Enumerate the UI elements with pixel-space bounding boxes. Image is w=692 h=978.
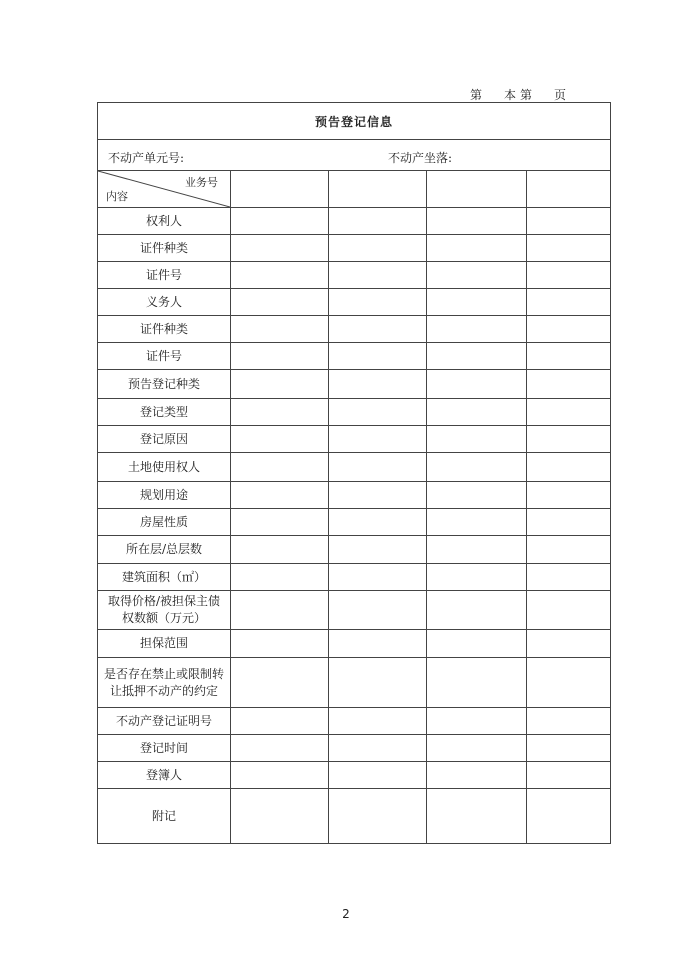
value-cell[interactable]	[427, 630, 527, 658]
value-cell[interactable]	[231, 399, 329, 426]
value-cell[interactable]	[527, 564, 611, 591]
value-cell[interactable]	[231, 289, 329, 316]
value-cell[interactable]	[427, 235, 527, 262]
row-label: 担保范围	[98, 630, 231, 658]
table-row	[98, 262, 611, 289]
row-label: 登簿人	[98, 762, 231, 789]
table-row	[98, 591, 611, 630]
value-cell[interactable]	[527, 708, 611, 735]
value-cell[interactable]	[427, 658, 527, 708]
value-cell[interactable]	[231, 453, 329, 482]
row-label: 登记时间	[98, 735, 231, 762]
value-cell[interactable]	[231, 208, 329, 235]
value-cell[interactable]	[231, 762, 329, 789]
value-cell[interactable]	[527, 735, 611, 762]
value-cell[interactable]	[527, 262, 611, 289]
value-cell[interactable]	[427, 208, 527, 235]
value-cell[interactable]	[427, 509, 527, 536]
value-cell[interactable]	[427, 591, 527, 630]
table-row	[98, 235, 611, 262]
value-cell[interactable]	[527, 426, 611, 453]
table-row	[98, 343, 611, 370]
value-cell[interactable]	[427, 316, 527, 343]
value-cell[interactable]	[527, 509, 611, 536]
table-row	[98, 208, 611, 235]
value-cell[interactable]	[527, 235, 611, 262]
value-cell[interactable]	[427, 399, 527, 426]
row-label: 不动产登记证明号	[98, 708, 231, 735]
value-cell[interactable]	[231, 591, 329, 630]
value-cell[interactable]	[231, 343, 329, 370]
table-row	[98, 426, 611, 453]
value-cell[interactable]	[329, 289, 427, 316]
table-row	[98, 630, 611, 658]
row-label: 证件号	[98, 343, 231, 370]
row-label: 附记	[98, 789, 231, 844]
value-cell[interactable]	[427, 536, 527, 564]
value-cell[interactable]	[527, 343, 611, 370]
value-cell[interactable]	[527, 370, 611, 399]
value-cell[interactable]	[231, 482, 329, 509]
value-cell[interactable]	[527, 316, 611, 343]
row-label: 房屋性质	[98, 509, 231, 536]
value-cell[interactable]	[231, 630, 329, 658]
value-cell[interactable]	[427, 262, 527, 289]
header-ye: 页	[554, 88, 567, 102]
value-cell[interactable]	[329, 316, 427, 343]
table-row	[98, 762, 611, 789]
value-cell[interactable]	[329, 591, 427, 630]
row-label: 登记原因	[98, 426, 231, 453]
value-cell[interactable]	[329, 343, 427, 370]
value-cell[interactable]	[329, 426, 427, 453]
value-cell[interactable]	[527, 453, 611, 482]
value-cell[interactable]	[329, 658, 427, 708]
value-cell[interactable]	[231, 262, 329, 289]
value-cell[interactable]	[427, 564, 527, 591]
table-row	[98, 289, 611, 316]
table-row	[98, 658, 611, 708]
value-cell[interactable]	[231, 426, 329, 453]
value-cell[interactable]	[427, 762, 527, 789]
row-label: 所在层/总层数	[98, 536, 231, 564]
value-cell[interactable]	[329, 453, 427, 482]
value-cell[interactable]	[427, 708, 527, 735]
value-cell[interactable]	[231, 708, 329, 735]
value-cell[interactable]	[231, 316, 329, 343]
value-cell[interactable]	[329, 262, 427, 289]
value-cell[interactable]	[231, 735, 329, 762]
unit-info-row	[98, 140, 611, 171]
value-cell[interactable]	[231, 789, 329, 844]
value-cell[interactable]	[527, 399, 611, 426]
value-cell[interactable]	[527, 762, 611, 789]
diagonal-header-cell	[98, 171, 231, 208]
value-cell[interactable]	[329, 735, 427, 762]
value-cell[interactable]	[527, 658, 611, 708]
header-di2: 第	[520, 88, 533, 102]
row-label: 取得价格/被担保主债权数额（万元）	[98, 591, 231, 630]
value-cell[interactable]	[527, 591, 611, 630]
value-cell[interactable]	[427, 289, 527, 316]
content-label: 内容	[106, 190, 128, 203]
value-cell[interactable]	[527, 289, 611, 316]
business-col-2[interactable]	[329, 171, 427, 208]
value-cell[interactable]	[329, 564, 427, 591]
row-label: 登记类型	[98, 399, 231, 426]
registration-form-table	[97, 102, 611, 844]
value-cell[interactable]	[329, 370, 427, 399]
table-row	[98, 708, 611, 735]
value-cell[interactable]	[329, 708, 427, 735]
table-row	[98, 735, 611, 762]
row-label: 土地使用权人	[98, 453, 231, 482]
value-cell[interactable]	[231, 509, 329, 536]
value-cell[interactable]	[427, 370, 527, 399]
table-row	[98, 482, 611, 509]
value-cell[interactable]	[329, 762, 427, 789]
value-cell[interactable]	[231, 370, 329, 399]
value-cell[interactable]	[527, 482, 611, 509]
table-row	[98, 370, 611, 399]
row-label: 证件种类	[98, 235, 231, 262]
table-row	[98, 564, 611, 591]
value-cell[interactable]	[329, 789, 427, 844]
business-col-3[interactable]	[427, 171, 527, 208]
row-label: 证件号	[98, 262, 231, 289]
value-cell[interactable]	[527, 630, 611, 658]
table-row	[98, 536, 611, 564]
value-cell[interactable]	[427, 735, 527, 762]
unit-number-label: 不动产单元号:	[108, 151, 185, 165]
row-label: 证件种类	[98, 316, 231, 343]
page-number: 2	[342, 907, 350, 921]
business-col-1[interactable]	[231, 171, 329, 208]
header-ben: 本	[504, 88, 517, 102]
value-cell[interactable]	[427, 453, 527, 482]
row-label: 义务人	[98, 289, 231, 316]
value-cell[interactable]	[329, 536, 427, 564]
value-cell[interactable]	[329, 482, 427, 509]
value-cell[interactable]	[427, 343, 527, 370]
row-label: 是否存在禁止或限制转让抵押不动产的约定	[98, 658, 231, 708]
value-cell[interactable]	[427, 482, 527, 509]
value-cell[interactable]	[231, 564, 329, 591]
value-cell[interactable]	[231, 536, 329, 564]
row-label: 权利人	[98, 208, 231, 235]
form-title: 预告登记信息	[98, 103, 611, 140]
table-row	[98, 453, 611, 482]
table-row	[98, 509, 611, 536]
location-label: 不动产坐落:	[388, 151, 453, 165]
header-di: 第	[470, 88, 483, 102]
table-row	[98, 316, 611, 343]
value-cell[interactable]	[329, 630, 427, 658]
business-col-4[interactable]	[527, 171, 611, 208]
value-cell[interactable]	[329, 235, 427, 262]
row-label: 建筑面积（㎡）	[98, 564, 231, 591]
value-cell[interactable]	[427, 789, 527, 844]
value-cell[interactable]	[527, 208, 611, 235]
page-indicator	[470, 86, 610, 103]
value-cell[interactable]	[527, 536, 611, 564]
table-row	[98, 789, 611, 844]
value-cell[interactable]	[329, 208, 427, 235]
value-cell[interactable]	[427, 426, 527, 453]
table-row	[98, 399, 611, 426]
value-cell[interactable]	[527, 789, 611, 844]
business-no-label: 业务号	[185, 176, 218, 189]
value-cell[interactable]	[329, 509, 427, 536]
row-label: 规划用途	[98, 482, 231, 509]
row-label: 预告登记种类	[98, 370, 231, 399]
value-cell[interactable]	[231, 235, 329, 262]
value-cell[interactable]	[329, 399, 427, 426]
value-cell[interactable]	[231, 658, 329, 708]
